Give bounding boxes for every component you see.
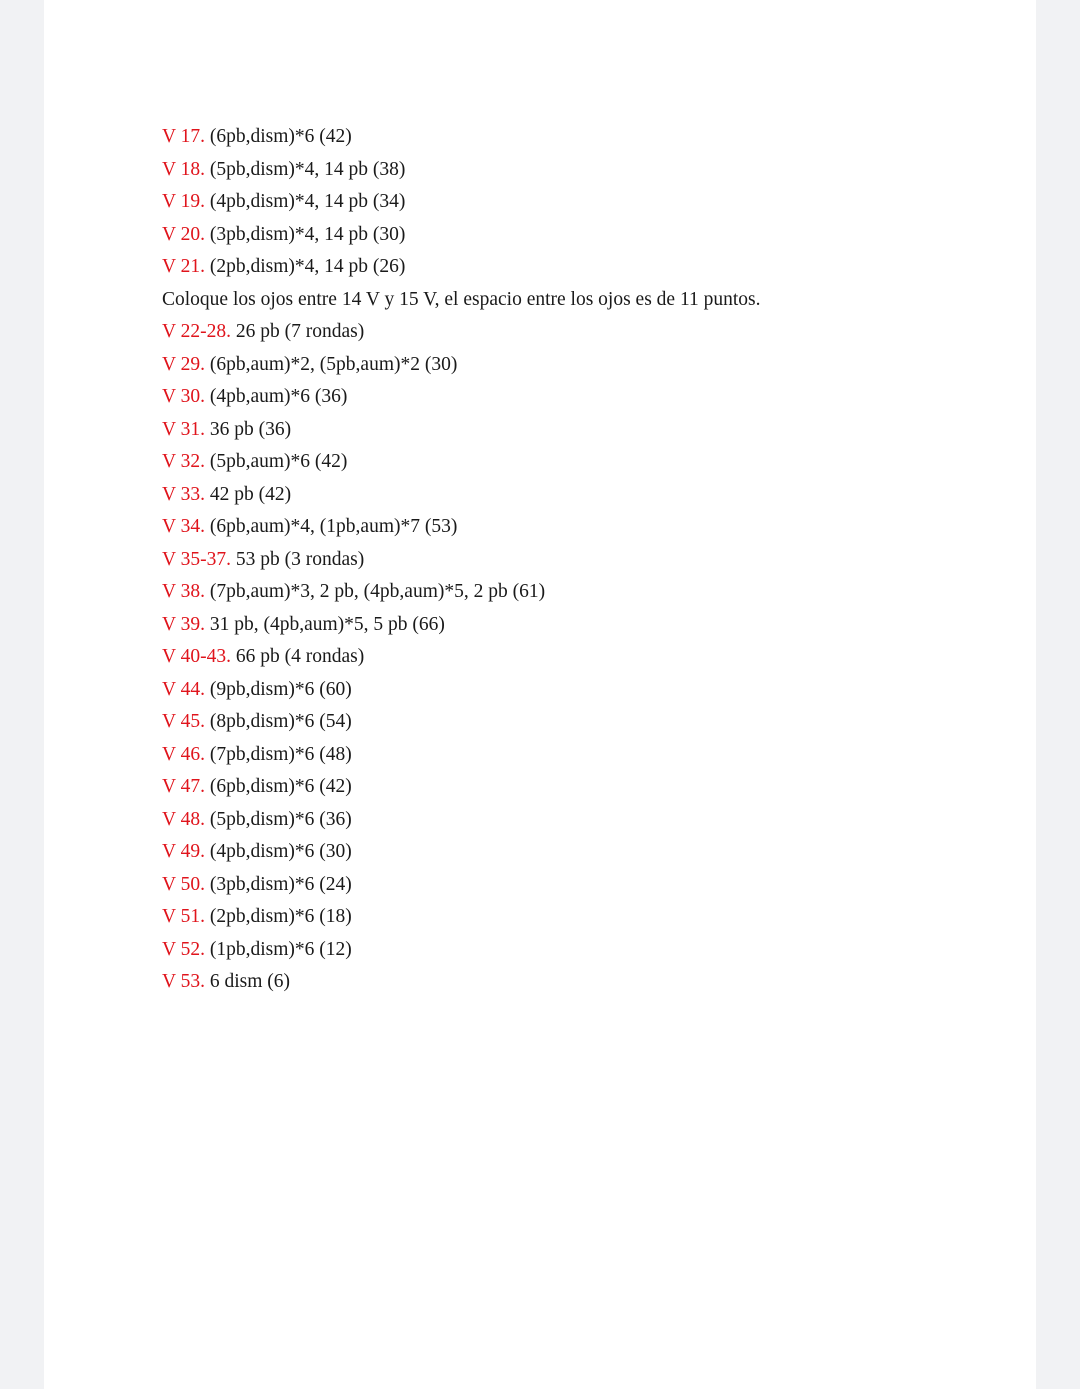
round-instruction: 6 dism (6)	[204, 971, 291, 992]
round-instruction: (6pb,dism)*6 (42)	[204, 126, 352, 147]
round-label: V 17.	[162, 126, 205, 147]
round-instruction: 31 pb, (4pb,aum)*5, 5 pb (66)	[204, 613, 445, 635]
round-instruction: (7pb,aum)*3, 2 pb, (4pb,aum)*5, 2 pb (61)	[204, 581, 546, 602]
note-line	[162, 284, 1002, 317]
round-instruction: (5pb,dism)*6 (36)	[204, 808, 352, 830]
round-label: V 33.	[162, 483, 205, 505]
round-instruction: (6pb,dism)*6 (42)	[204, 776, 352, 797]
round-line	[162, 414, 1002, 447]
round-line	[162, 869, 1002, 902]
round-line	[162, 966, 1002, 999]
document-page	[44, 0, 1036, 1389]
round-label: V 50.	[162, 873, 205, 895]
round-label: V 31.	[162, 418, 205, 440]
round-line	[162, 186, 1002, 219]
round-label: V 39.	[162, 613, 205, 635]
note-text: Coloque los ojos entre 14 V y 15 V, el espacio entre los ojos es de 11 puntos.	[162, 288, 761, 310]
round-line	[162, 641, 1002, 674]
round-label: V 29.	[162, 353, 205, 375]
round-line	[162, 706, 1002, 739]
round-instruction: (3pb,dism)*6 (24)	[204, 873, 352, 895]
round-instruction: (1pb,dism)*6 (12)	[204, 938, 352, 960]
round-instruction: (8pb,dism)*6 (54)	[204, 711, 352, 732]
round-label: V 38.	[162, 581, 205, 602]
round-label: V 30.	[162, 386, 205, 407]
round-instruction: (4pb,dism)*6 (30)	[204, 841, 352, 862]
round-line	[162, 316, 1002, 349]
round-label: V 35-37.	[162, 548, 231, 570]
round-line	[162, 836, 1002, 869]
round-label: V 53.	[162, 971, 205, 992]
round-instruction: (5pb,dism)*4, 14 pb (38)	[204, 158, 406, 180]
round-label: V 22-28.	[162, 321, 231, 342]
round-line	[162, 739, 1002, 772]
round-instruction: (6pb,aum)*2, (5pb,aum)*2 (30)	[204, 353, 458, 375]
round-label: V 20.	[162, 223, 205, 245]
round-instruction: (5pb,aum)*6 (42)	[204, 451, 348, 472]
round-instruction: (4pb,dism)*4, 14 pb (34)	[204, 191, 406, 212]
round-line	[162, 121, 1002, 154]
round-line	[162, 251, 1002, 284]
round-instruction: (9pb,dism)*6 (60)	[204, 678, 352, 700]
round-line	[162, 576, 1002, 609]
round-label: V 21.	[162, 256, 205, 277]
round-line	[162, 674, 1002, 707]
round-line	[162, 154, 1002, 187]
round-label: V 32.	[162, 451, 205, 472]
round-line	[162, 219, 1002, 252]
round-label: V 34.	[162, 516, 205, 537]
round-line	[162, 349, 1002, 382]
round-label: V 49.	[162, 841, 205, 862]
round-instruction: (6pb,aum)*4, (1pb,aum)*7 (53)	[204, 516, 458, 537]
round-instruction: (2pb,dism)*6 (18)	[204, 906, 352, 927]
round-instruction: 42 pb (42)	[204, 483, 292, 505]
round-instruction: (2pb,dism)*4, 14 pb (26)	[204, 256, 406, 277]
round-instruction: 53 pb (3 rondas)	[230, 548, 365, 570]
round-line	[162, 901, 1002, 934]
round-label: V 45.	[162, 711, 205, 732]
round-instruction: (4pb,aum)*6 (36)	[204, 386, 348, 407]
round-label: V 52.	[162, 938, 205, 960]
round-label: V 40-43.	[162, 646, 231, 667]
round-label: V 18.	[162, 158, 205, 180]
round-instruction: 66 pb (4 rondas)	[230, 646, 365, 667]
round-label: V 48.	[162, 808, 205, 830]
round-instruction: (7pb,dism)*6 (48)	[204, 743, 352, 765]
round-label: V 51.	[162, 906, 205, 927]
round-line	[162, 609, 1002, 642]
round-line	[162, 544, 1002, 577]
round-line	[162, 771, 1002, 804]
round-instruction: (3pb,dism)*4, 14 pb (30)	[204, 223, 406, 245]
pattern-instructions	[162, 121, 1002, 999]
round-line	[162, 511, 1002, 544]
round-label: V 19.	[162, 191, 205, 212]
round-line	[162, 446, 1002, 479]
round-line	[162, 479, 1002, 512]
round-instruction: 26 pb (7 rondas)	[230, 321, 365, 342]
round-label: V 46.	[162, 743, 205, 765]
round-instruction: 36 pb (36)	[204, 418, 292, 440]
round-label: V 47.	[162, 776, 205, 797]
round-line	[162, 934, 1002, 967]
round-line	[162, 804, 1002, 837]
round-line	[162, 381, 1002, 414]
round-label: V 44.	[162, 678, 205, 700]
